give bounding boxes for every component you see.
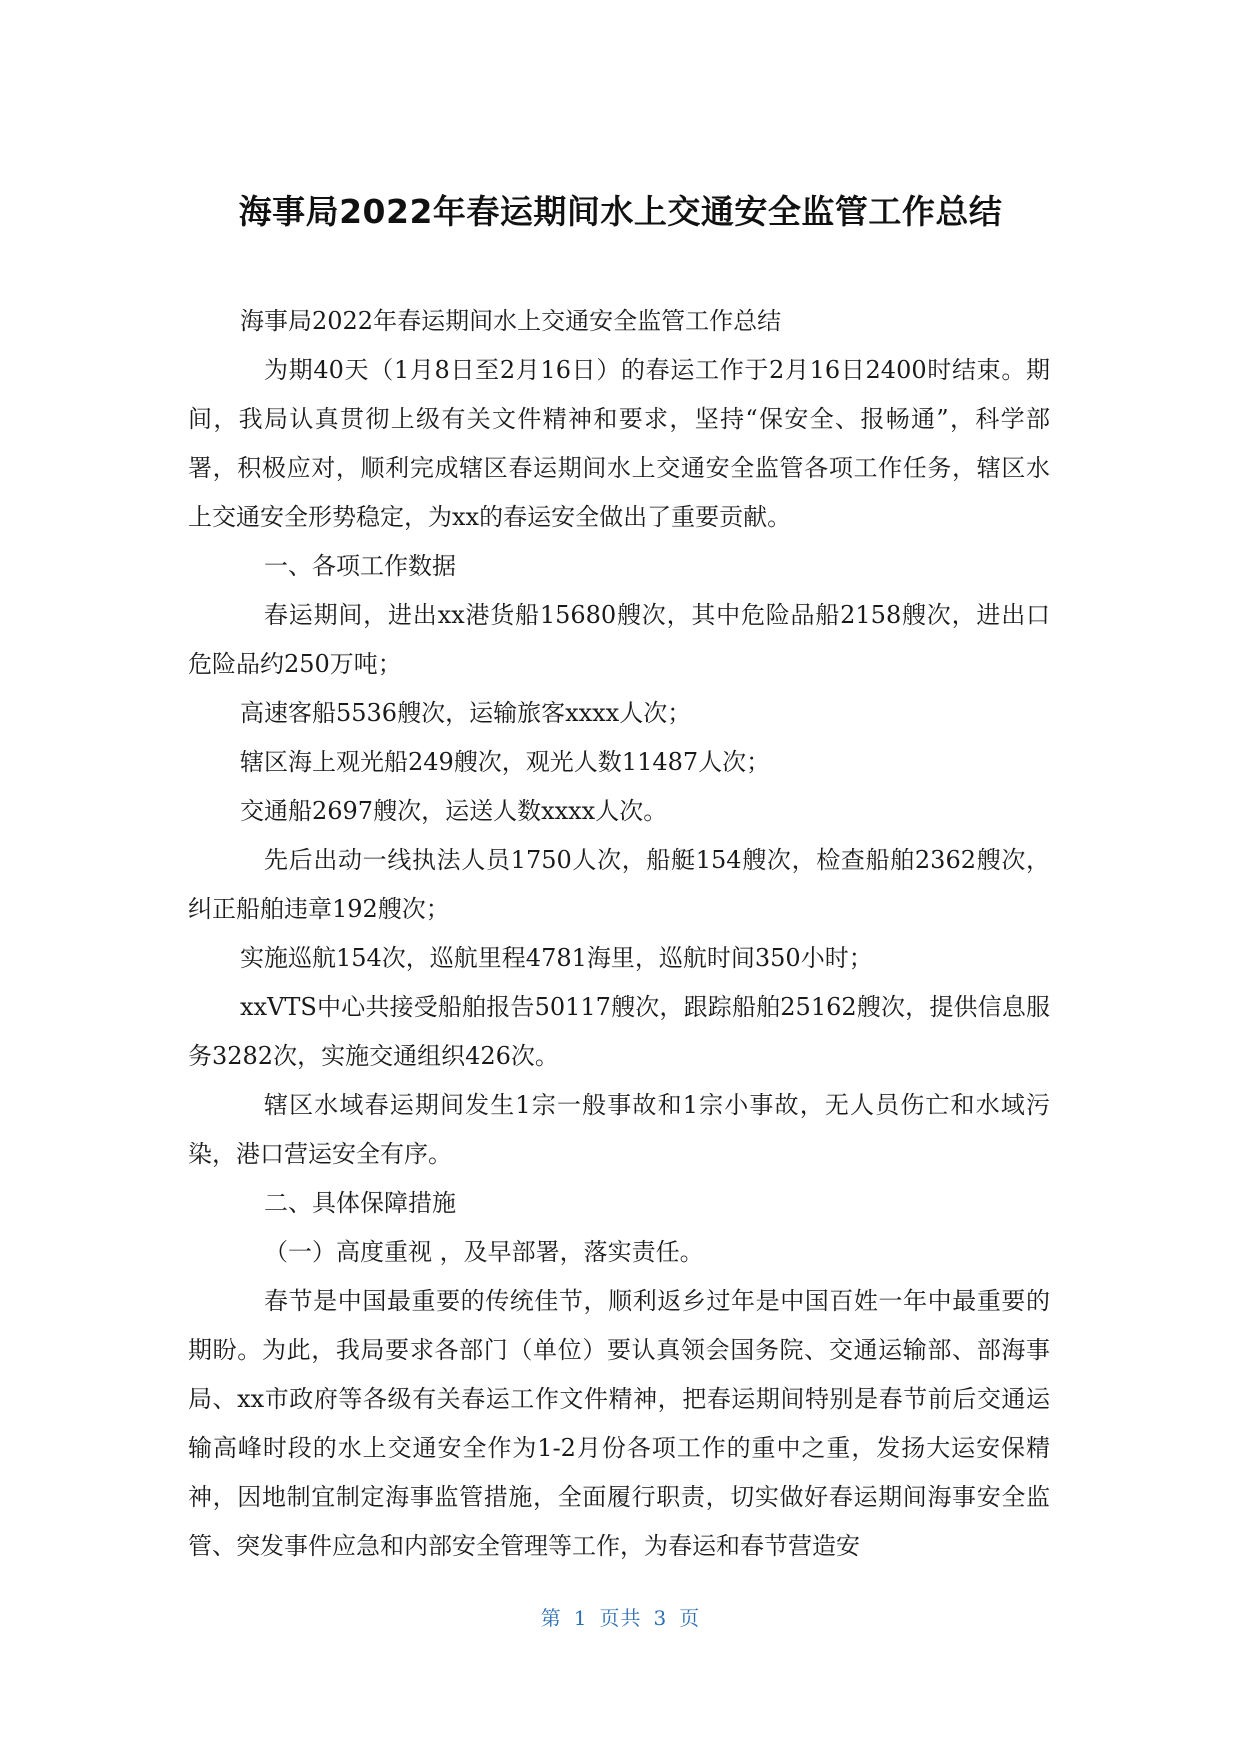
footer-page-number: 1 (573, 1606, 588, 1630)
paragraph-sightseeing-boats: 辖区海上观光船249艘次，观光人数11487人次； (240, 748, 771, 776)
section-heading-1: 一、各项工作数据 (264, 552, 456, 580)
paragraph-patrols: 实施巡航154次，巡航里程4781海里，巡航时间350小时； (240, 944, 873, 972)
footer-prefix: 第 (540, 1606, 562, 1630)
subsection-heading-1: （一）高度重视 ，及早部署，落实责任。 (264, 1238, 704, 1266)
page-footer (0, 1604, 1241, 1632)
section-heading-2: 二、具体保障措施 (264, 1189, 456, 1217)
footer-suffix: 页 (679, 1606, 701, 1630)
paragraph-intro: 为期40天（1月8日至2月16日）的春运工作于2月16日2400时结束。期间，我局认真贯彻上级有关文件精神和要求，坚持“保安全、报畅通”，科学部署，积极应对，顺利完成辖区春运期间水上交通安全监管各项工作任务，辖区水上交通安全形势稳定，为xx的春运安全做出了重要贡献。 (188, 356, 1050, 531)
footer-middle: 页共 (599, 1606, 642, 1630)
paragraph-repeat-title: 海事局2022年春运期间水上交通安全监管工作总结 (240, 307, 782, 335)
paragraph-cargo-ships: 春运期间，进出xx港货船15680艘次，其中危险品船2158艘次，进出口危险品约250万吨； (188, 601, 1050, 678)
footer-total-pages: 3 (653, 1606, 668, 1630)
paragraph-ferry-boats: 交通船2697艘次，运送人数xxxx人次。 (240, 797, 668, 825)
paragraph-spring-festival: 春节是中国最重要的传统佳节，顺利返乡过年是中国百姓一年中最重要的期盼。为此，我局要求各部门（单位）要认真领会国务院、交通运输部、部海事局、xx市政府等各级有关春运工作文件精神，把春运期间特别是春节前后交通运输高峰时段的水上交通安全作为1-2月份各项工作的重中之重，发扬大运安保精神，因地制宜制定海事监管措施，全面履行职责，切实做好春运期间海事安全监管、突发事件应急和内部安全管理等工作，为春运和春节营造安 (188, 1287, 1050, 1560)
paragraph-law-enforcement: 先后出动一线执法人员1750人次，船艇154艘次，检查船舶2362艘次，纠正船舶违章192艘次； (188, 846, 1050, 923)
paragraph-vts-center: xxVTS中心共接受船舶报告50117艘次，跟踪船舶25162艘次，提供信息服务3282次，实施交通组织426次。 (188, 993, 1050, 1070)
document-title: 海事局2022年春运期间水上交通安全监管工作总结 (238, 192, 1003, 231)
paragraph-accidents: 辖区水域春运期间发生1宗一般事故和1宗小事故，无人员伤亡和水域污染，港口营运安全有序。 (188, 1091, 1050, 1168)
document-body (188, 297, 1050, 1571)
paragraph-high-speed-boats: 高速客船5536艘次，运输旅客xxxx人次； (240, 699, 692, 727)
